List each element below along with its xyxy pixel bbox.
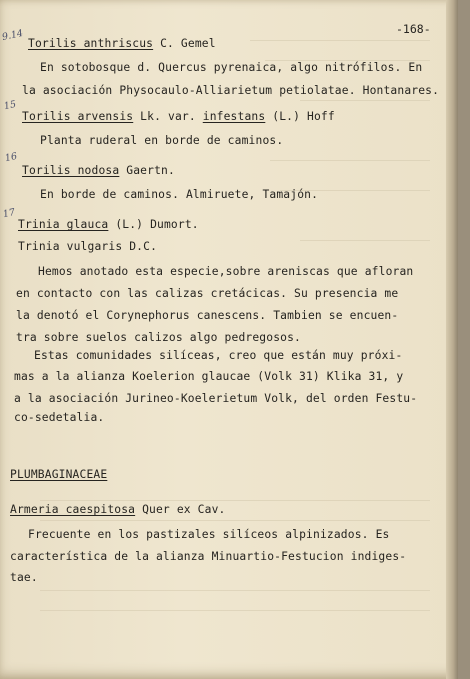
page-number: -168- <box>396 22 431 36</box>
text-line: en contacto con las calizas cretácicas. Su presencia me <box>16 287 399 300</box>
species-heading <box>28 37 216 50</box>
species-name: Torilis nodosa <box>22 164 120 177</box>
margin-note: 17 <box>1 206 17 221</box>
text-line: En borde de caminos. Almiruete, Tamajón. <box>40 188 319 201</box>
text-line: tae. <box>10 571 38 584</box>
species-name: Armeria caespitosa <box>10 503 136 516</box>
text-line: Hemos anotado esta especie,sobre areniscas que afloran <box>38 265 414 278</box>
margin-note: 9.14 <box>1 27 25 44</box>
synonym: Trinia vulgaris D.C. <box>18 240 158 253</box>
text-line: Frecuente en los pastizales silíceos alpinizados. Es <box>28 528 390 541</box>
text-line: Planta ruderal en borde de caminos. <box>40 134 284 147</box>
species-heading <box>22 164 175 177</box>
species-author: (L.) Hoff <box>265 110 335 123</box>
species-author: C. Gemel <box>153 37 216 50</box>
text-line: mas a la alianza Koelerion glaucae (Volk 31) Klika 31, y <box>14 370 404 383</box>
species-rank: Lk. var. <box>133 110 203 123</box>
species-heading <box>10 503 226 516</box>
text-line: a la asociación Jurineo-Koelerietum Volk, del orden Festu- <box>14 392 418 405</box>
text-line: Estas comunidades silíceas, creo que están muy próxi- <box>34 349 403 362</box>
species-heading <box>22 110 335 123</box>
species-name: Torilis arvensis <box>22 110 134 123</box>
page-edge <box>446 0 458 679</box>
margin-note: 16 <box>3 150 19 165</box>
text-line: la asociación Physocaulo-Alliarietum petiolatae. Hontanares. <box>22 84 440 97</box>
text-line: característica de la alianza Minuartio-Festucion indiges- <box>10 550 407 563</box>
species-author: Gaertn. <box>119 164 175 177</box>
text-line: co-sedetalia. <box>14 411 105 424</box>
species-author: (L.) Dumort. <box>108 218 199 231</box>
species-name: Torilis anthriscus <box>28 37 154 50</box>
text-line: En sotobosque d. Quercus pyrenaica, algo nitrófilos. En <box>40 61 423 74</box>
species-author: Quer ex Cav. <box>135 503 226 516</box>
family-heading: PLUMBAGINACEAE <box>10 468 108 481</box>
text-line: tra sobre suelos calizos algo pedregosos. <box>16 331 302 344</box>
text-line: la denotó el Corynephorus canescens. Tambien se encuen- <box>16 309 399 322</box>
margin-note: 15 <box>2 98 18 113</box>
variety-name: infestans <box>202 110 266 123</box>
species-heading <box>18 218 199 231</box>
species-name: Trinia glauca <box>18 218 109 231</box>
